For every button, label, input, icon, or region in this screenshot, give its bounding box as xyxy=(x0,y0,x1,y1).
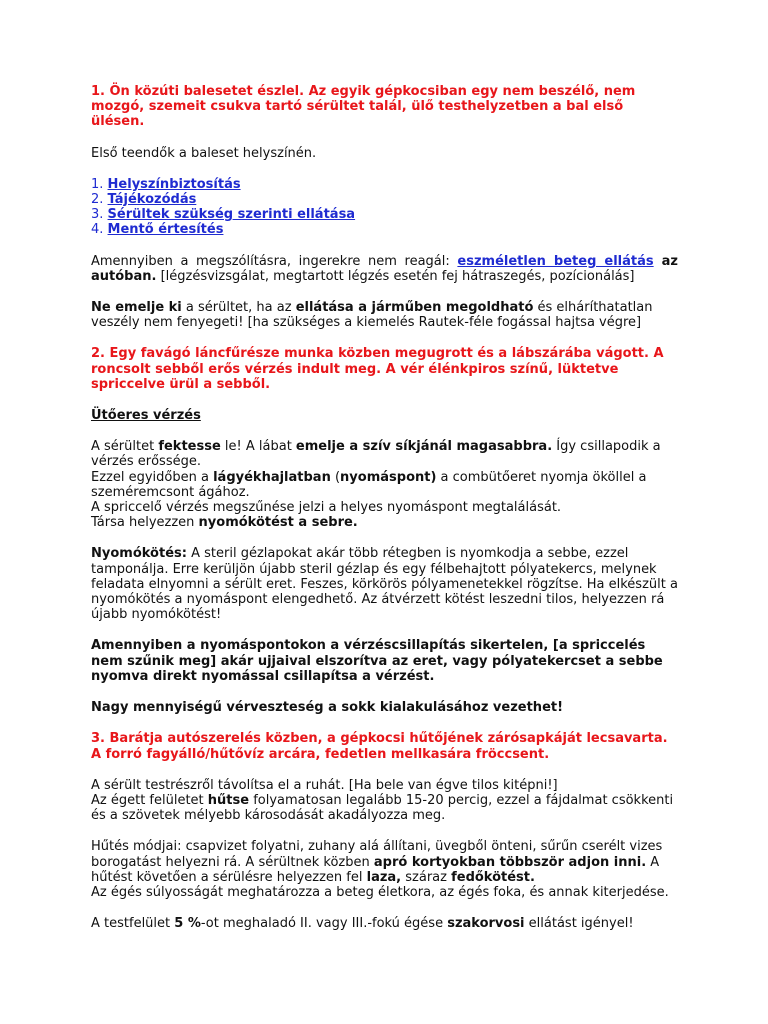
cooling-methods: Hűtés módjai: csapvizet folyatni, zuhany alá állítani, üvegből önteni, sűrűn cserélt vizes borogatást helyezni rá. A sérültnek közben apró kortyokban többször adjon inni. A hűtést követően a sérülésre helyezzen fel laza, száraz fedőkötést. Az égés súlyosságát meghatározza a beteg életkora, az égés foka, és annak kiterjedése. xyxy=(91,839,669,900)
direct-pressure-paragraph: Amennyiben a nyomáspontokon a vérzéscsillapítás sikertelen, [a spriccelés nem szűnik meg] akár ujjaival elszorítva az eret, vagy pólyatekercset a sebbe nyomva direkt nyomással csillapítsa a vérzést. xyxy=(91,638,663,684)
pressure-bandage-paragraph: Nyomókötés: A steril gézlapokat akár több rétegben is nyomkodja a sebbe, ezzel tamponálja. Erre kerüljön újabb steril gézlap és egy félbehajtott pólyatekercs, melynek feladata elnyomni a sérült eret. Feszes, körkörös pólyamenetekkel rögzítse. Ha elkészült a nyomókötés a nyomáspont elengedhető. Az átvérzett kötést leszedni tilos, helyezzen rá újabb nyomókötést! xyxy=(91,546,678,623)
specialist-care-paragraph: A testfelület 5 %-ot meghaladó II. vagy III.-fokú égése szakorvosi ellátást igényel! xyxy=(91,916,634,932)
list-item: 2. Tájékozódás xyxy=(91,192,197,208)
burn-instructions: A sérült testrészről távolítsa el a ruhát. [Ha bele van égve tilos kitépni!] Az égett felületet hűtse folyamatosan legalább 15-20 percig, ezzel a fájdalmat csökkenti és a szövetek mélyebb károsodását akadályozza meg. xyxy=(91,777,674,824)
step-link-2[interactable]: Tájékozódás xyxy=(107,192,197,208)
do-not-lift-paragraph: Ne emelje ki a sérültet, ha az ellátása a járműben megoldható és elháríthatatlan veszély nem fenyegeti! [ha szükséges a kiemelés Rautek-féle fogással hajtsa végre] xyxy=(91,300,653,331)
shock-warning: Nagy mennyiségű vérveszteség a sokk kialakulásához vezethet! xyxy=(91,700,564,716)
step-link-3[interactable]: Sérültek szükség szerinti ellátása xyxy=(107,207,356,223)
list-item: 1. Helyszínbiztosítás xyxy=(91,176,241,192)
list-item: 3. Sérültek szükség szerinti ellátása xyxy=(91,207,356,223)
intro-text: Első teendők a baleset helyszínén. xyxy=(91,145,317,161)
question-1-heading: 1. Ön közúti balesetet észlel. Az egyik gépkocsiban egy nem beszélő, nem mozgó, szemeit csukva tartó sérültet talál, ülő testhelyzetben a bal első ülésen. xyxy=(91,84,636,130)
list-item: 4. Mentő értesítés xyxy=(91,222,224,238)
question-2-heading: 2. Egy favágó láncfűrésze munka közben megugrott és a lábszárába vágott. A roncsolt sebből erős vérzés indult meg. A vér élénkpiros színű, lüktetve spriccelve ürül a sebből. xyxy=(91,346,664,392)
unconscious-care-link[interactable]: eszméletlen beteg ellátás xyxy=(457,253,654,269)
arterial-instructions: A sérültet fektesse le! A lábat emelje a szív síkjánál magasabbra. Így csillapodik a vérzés erőssége. Ezzel egyidőben a lágyékhajlatban (nyomáspont) a combütőeret nyomja ököllel a szeméremcsont ágához. A spriccelő vérzés megszűnése jelzi a helyes nyomáspont megtalálását. Társa helyezzen nyomókötést a sebre. xyxy=(91,439,661,531)
steps-list xyxy=(91,177,678,238)
step-link-1[interactable]: Helyszínbiztosítás xyxy=(107,176,241,192)
unconscious-paragraph: Amennyiben a megszólításra, ingerekre nem reagál: eszméletlen beteg ellátás az autóban. [légzésvizsgálat, megtartott légzés esetén fej hátraszegés, pozícionálás] xyxy=(91,253,678,284)
arterial-bleeding-subheading: Ütőeres vérzés xyxy=(91,408,201,424)
step-link-4[interactable]: Mentő értesítés xyxy=(107,222,224,238)
question-3-heading: 3. Barátja autószerelés közben, a gépkocsi hűtőjének zárósapkáját lecsavarta. A forró fagyálló/hűtővíz arcára, fedetlen mellkasára fröccsent. xyxy=(91,731,668,762)
